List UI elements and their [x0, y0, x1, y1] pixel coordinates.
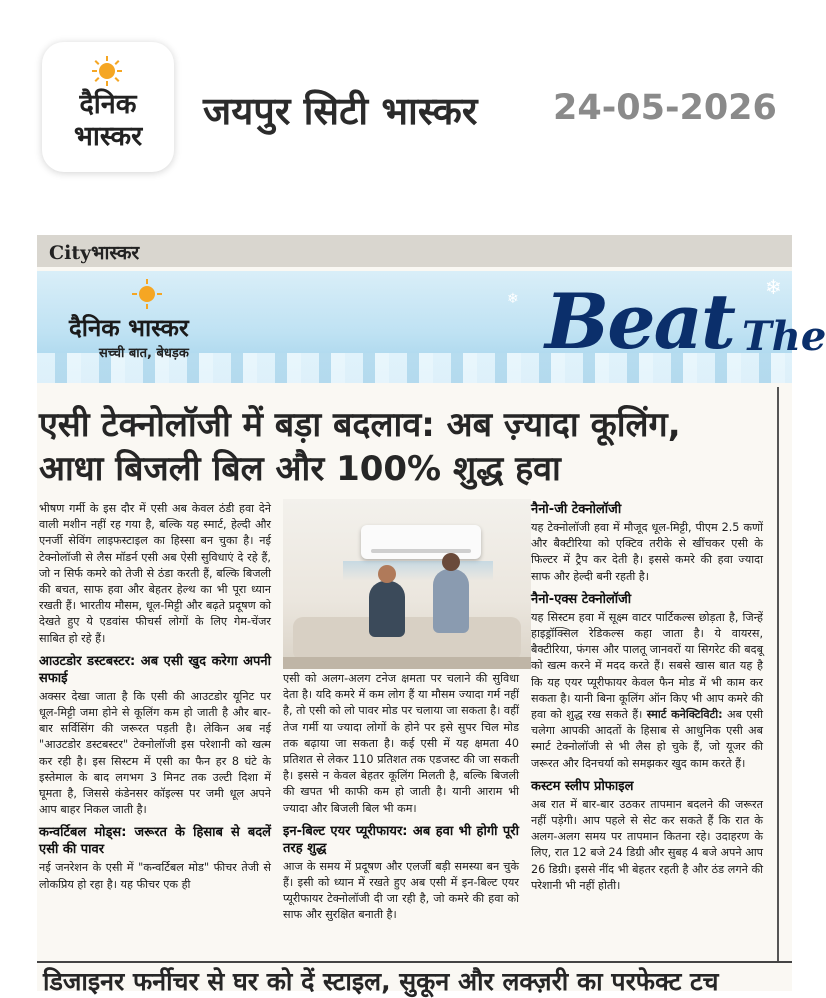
paragraph-sleep-profile: अब रात में बार-बार उठकर तापमान बदलने की जरूरत नहीं पड़ेगी। आप पहले से सेट कर सकते हैं कि रात के अलग-अलग समय पर तापमान कितना रहे। उदाहरण के लिए, रात 12 बजे 24 डिग्री और सुबह 4 बजे अपने आप 26 डिग्री। इससे नींद भी बेहतर रहती है और ठंड लगने की परेशानी भी नहीं होती।: [531, 797, 763, 892]
paragraph-nano-x: [531, 610, 763, 772]
edition-title: जयपुर सिटी भास्कर: [203, 89, 478, 133]
article-column-1: [39, 501, 271, 895]
campaign-banner: [37, 271, 826, 383]
subheading-convertible-modes: कन्वर्टिबल मोड्स: जरूरत के हिसाब से बदलें एसी की पावर: [39, 825, 271, 858]
dainik-bhaskar-logo[interactable]: [42, 42, 174, 172]
headline-line1: एसी टेक्नोलॉजी में बड़ा बदलाव: अब ज़्यादा कूलिंग,: [39, 405, 681, 445]
subheading-sleep-profile: कस्टम स्लीप प्रोफाइल: [531, 778, 634, 794]
banner-brand: दैनिक भास्कर: [69, 314, 189, 342]
person-figure: [433, 569, 469, 633]
intro-paragraph: भीषण गर्मी के इस दौर में एसी अब केवल ठंडी हवा देने वाली मशीन नहीं रह गया है, बल्कि यह स्मार्ट, हेल्दी और एनर्जी सेविंग लाइफस्टाइल का हिस्सा बन चुका है। नई टेक्नोलॉजी से लैस मॉडर्न एसी अब ऐसी सुविधाएं दे रहे हैं, जो न सिर्फ कमरे को तेजी से ठंडा करती हैं, बल्कि बिजली की बचत, साफ हवा और बेहतर हेल्थ का भी पूरा ध्यान रखती हैं। भारतीय मौसम, धूल-मिट्टी और बढ़ते प्रदूषण को देखते हुए ये एडवांस फीचर्स लोगों के लिए गेम-चेंजर साबित हो रहे हैं।: [39, 502, 271, 645]
paragraph-outdoor-dustbuster: अक्सर देखा जाता है कि एसी की आउटडोर यूनिट पर धूल-मिट्टी जमा होने से कूलिंग कम हो जाती है और बार-बार सर्विसिंग की जरूरत पड़ती है। लेकिन अब नई "आउटडोर डस्टबस्टर" टेक्नोलॉजी इस परेशानी को खत्म कर रही है। इस सिस्टम में एसी का फैन हर 8 घंटे के इस्तेमाल के बाद लगभग 3 मिनट तक उल्टी दिशा में घूमता है, जिससे कंडेनसर कॉइल्स पर जमी धूल अपने आप बाहर निकल जाती है।: [39, 689, 271, 817]
sofa-illustration: [293, 617, 521, 661]
next-article-strip: [37, 961, 792, 996]
headline-line2: आधा बिजली बिल और 100% शुद्ध हवा: [39, 449, 561, 489]
subheading-smart-connectivity: स्मार्ट कनेक्टिविटी:: [646, 708, 723, 722]
article-column-2: [283, 671, 519, 926]
logo-text-line1: दैनिक: [79, 89, 137, 120]
campaign-word-the: The: [742, 313, 826, 360]
paragraph-air-purifier: आज के समय में प्रदूषण और एलर्जी बड़ी समस्या बन चुके हैं। इसी को ध्यान में रखते हुए अब एसी में इन-बिल्ट एयर प्यूरीफायर टेक्नोलॉजी दी जा रही है, जो कमरे की हवा को साफ और सुरक्षित बनाती है।: [283, 859, 519, 922]
air-conditioner-illustration: [361, 525, 481, 559]
family-with-ac-photo: [283, 499, 531, 669]
paragraph-convertible-modes: नई जनरेशन के एसी में "कन्वर्टिबल मोड" फीचर तेजी से लोकप्रिय हो रहा है। यह फीचर एक ही: [39, 861, 271, 891]
logo-text-line2: भास्कर: [73, 121, 143, 152]
column-rule: [777, 387, 779, 991]
section-label: Cityभास्कर: [49, 242, 140, 264]
snowflake-icon: ❄: [765, 275, 782, 299]
paragraph-convertible-modes-cont: एसी को अलग-अलग टनेज क्षमता पर चलाने की सुविधा देता है। यदि कमरे में कम लोग हैं या मौसम ज्यादा गर्म नहीं है, तो एसी को लो पावर मोड पर चलाया जा सकता है। वहीं तेज गर्मी या ज्यादा लोगों के होने पर इसे सुपर चिल मोड तक बढ़ाया जा सकता है। कई एसी में यह क्षमता 40 प्रतिशत से लेकर 110 प्रतिशत तक एडजस्ट की जा सकती है। इससे न केवल बेहतर कूलिंग मिलती है, बल्कि बिजली की खपत भी काफी कम हो जाती है। यानी आराम भी ज्यादा और बिजली बिल भी कम।: [283, 672, 519, 815]
campaign-word-beat: Beat: [545, 277, 734, 366]
subheading-nano-x: नैनो-एक्स टेक्नोलॉजी: [531, 591, 632, 607]
newspaper-clipping[interactable]: [37, 235, 826, 996]
article-headline: [39, 403, 775, 491]
edition-date[interactable]: 24-05-2026: [553, 88, 777, 128]
subheading-air-purifier: इन-बिल्ट एयर प्यूरीफायर: अब हवा भी होगी पूरी तरह शुद्ध: [283, 823, 519, 856]
section-strip: [37, 235, 792, 267]
snowflake-icon: ❄: [507, 291, 519, 307]
subheading-outdoor-dustbuster: आउटडोर डस्टबस्टर: अब एसी खुद करेगा अपनी सफाई: [39, 653, 271, 686]
app-header: [0, 0, 792, 215]
article-column-3: [531, 501, 763, 896]
sun-icon: [132, 279, 162, 309]
sun-icon: [92, 56, 122, 86]
text-smart-connectivity: अब एसी चलेगा आपकी आदतों के हिसाब से आधुनिक एसी अब स्मार्ट टेक्नोलॉजी से भी लैस हो चुके हैं, जो यूजर की जरूरत और दिनचर्या को समझकर खुद काम करते हैं।: [531, 708, 763, 770]
paragraph-nano-g: यह टेक्नोलॉजी हवा में मौजूद धूल-मिट्टी, पीएम 2.5 कणों और बैक्टीरिया को एक्टिव तरीके से खींचकर एसी के फिल्टर में ट्रैप कर देती है। इससे कमरे की हवा ज्यादा साफ और हेल्दी बनी रहती है।: [531, 521, 763, 583]
person-figure: [369, 581, 405, 637]
subheading-nano-g: नैनो-जी टेक्नोलॉजी: [531, 502, 622, 517]
banner-tagline: सच्ची बात, बेधड़क: [99, 346, 189, 361]
next-article-headline: डिजाइनर फर्नीचर से घर को दें स्टाइल, सुकून और लक्ज़री का परफेक्ट टच: [43, 967, 719, 996]
text-nano-x: यह सिस्टम हवा में सूक्ष्म वाटर पार्टिकल्स छोड़ता है, जिन्हें हाइड्रॉक्सिल रेडिकल्स कहा जाता है। ये वायरस, बैक्टीरिया, फंगस और पालतू जानवरों या सिगरेट की बदबू को खत्म करने में मदद करते हैं। सबसे खास बात यह है कि यह एयर प्यूरीफायर केवल फैन मोड में भी काम कर सकता है। यानी बिना कूलिंग ऑन किए भी आप कमरे की हवा को शुद्ध रख सकते हैं।: [531, 610, 763, 722]
